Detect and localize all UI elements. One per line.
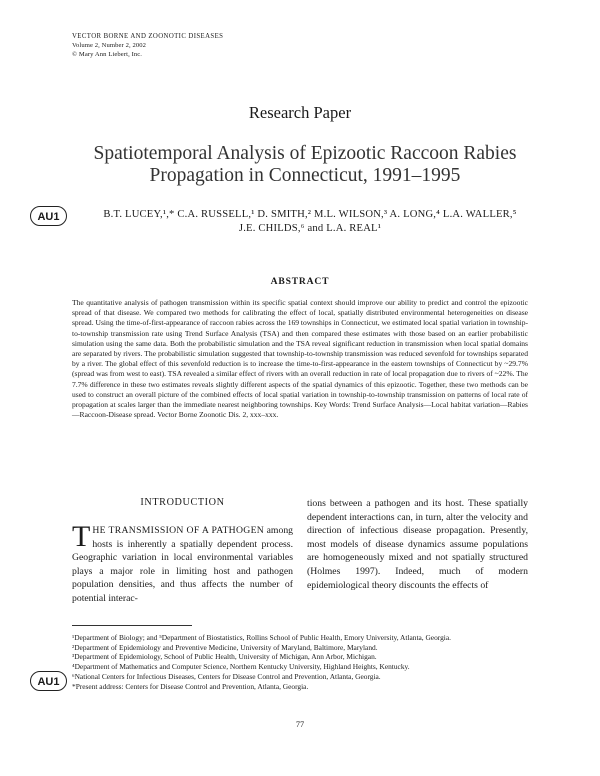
footnote: ³Department of Epidemiology, School of Public Health, University of Michigan, Ann Arbor, Michigan.	[72, 652, 377, 662]
footnote-divider	[72, 625, 192, 626]
au1-footnote-badge[interactable]: AU1	[30, 671, 67, 691]
footnote: ²Department of Epidemiology and Preventive Medicine, University of Maryland, Baltimore, Maryland.	[72, 642, 378, 652]
drop-cap: T	[72, 520, 91, 553]
footnote: ⁴Department of Mathematics and Computer Science, Northern Kentucky University, Highland Heights, Kentucky.	[72, 662, 410, 672]
introduction-heading: INTRODUCTION	[140, 497, 225, 508]
introduction-col1-text: among hosts is inherently a spatially dependent process. Geographic variation in local environmental variables plays a major role in limiting host and pathogen population densities, and thus affects the number of potential interac-	[72, 525, 294, 604]
au1-query-badge[interactable]: AU1	[30, 206, 67, 226]
introduction-column-1	[72, 520, 294, 606]
author-list-line-2: J.E. CHILDS,⁶ and L.A. REAL¹	[238, 223, 382, 234]
journal-copyright: © Mary Ann Liebert, Inc.	[72, 51, 143, 58]
section-label: Research Paper	[248, 103, 352, 122]
abstract-heading: ABSTRACT	[270, 276, 330, 287]
abstract-body: The quantitative analysis of pathogen transmission within its specific spatial context should improve our ability to predict and control the epizootic spread of that disease. We compared two methods for calibrating the effect of local, spatially distributed environmental heterogeneities on disease spread. Using the time-of-first-appearance of raccoon rabies across the 169 townships in Connecticut, we estimated local spatial variation in township-to-township transmission rate using Trend Surface Analysis (TSA) and then compared these estimates with those based on an earlier probabilistic simulation using the same data. Both the probabilistic simulation and the TSA reveal significant reduction in transmission when local spatial domains are separated by rivers. The probabilistic simulation suggested that township-to-township transmission was reduced sevenfold for townships separated by a river. The global effect of this sevenfold reduction is to increase the time-to-first-appearance in the eastern townships of Connecticut by ~29.7% (spread was from west to east). TSA revealed a similar effect of rivers with an overall reduction in rate of local propagation due to rivers of ~22%. The 7.7% difference in these two estimates reveals slightly different aspects of the spatial dynamics of this epizootic. Together, these two methods can be used to construct an overall picture of the combined effects of local spatial variation in township-to-township transmission on patterns of local rate of propagation at scales larger than the immediate nearest neighboring townships. Key Words: Trend Surface Analysis—Local habitat variation—Rabies—Raccoon-Disease spread. Vector Borne Zoonotic Dis. 2, xxx–xxx.	[72, 298, 528, 420]
journal-volume: Volume 2, Number 2, 2002	[72, 42, 147, 49]
lead-in-smallcaps: HE TRANSMISSION OF A PATHOGEN	[92, 525, 265, 536]
article-title	[60, 143, 550, 187]
author-list-line-1: B.T. LUCEY,¹,* C.A. RUSSELL,¹ D. SMITH,² M.L. WILSON,³ A. LONG,⁴ L.A. WALLER,⁵	[103, 209, 517, 220]
page-number: 77	[295, 720, 305, 729]
title-line: Spatiotemporal Analysis of Epizootic Raccoon Rabies	[93, 143, 517, 164]
footnote: ¹Department of Biology; and ⁵Department of Biostatistics, Rollins School of Public Health, Emory University, Atlanta, Georgia.	[72, 633, 451, 642]
affiliation-footnotes	[72, 633, 532, 691]
journal-name: VECTOR BORNE AND ZOONOTIC DISEASES	[72, 33, 224, 40]
title-line: Propagation in Connecticut, 1991–1995	[149, 165, 461, 186]
footnote: ⁶National Centers for Infectious Diseases, Centers for Disease Control and Prevention, Atlanta, Georgia.	[72, 671, 381, 681]
introduction-column-2: tions between a pathogen and its host. These spatially dependent interactions can, in turn, alter the velocity and direction of infectious disease propagation. Presently, most models of disease dynamics assume populations are homogeneously mixed and not spatially structured (Holmes 1997). Indeed, much of modern epidemiological theory discounts the effects of	[307, 498, 528, 591]
footnote: *Present address: Centers for Disease Control and Prevention, Atlanta, Georgia.	[72, 681, 309, 691]
